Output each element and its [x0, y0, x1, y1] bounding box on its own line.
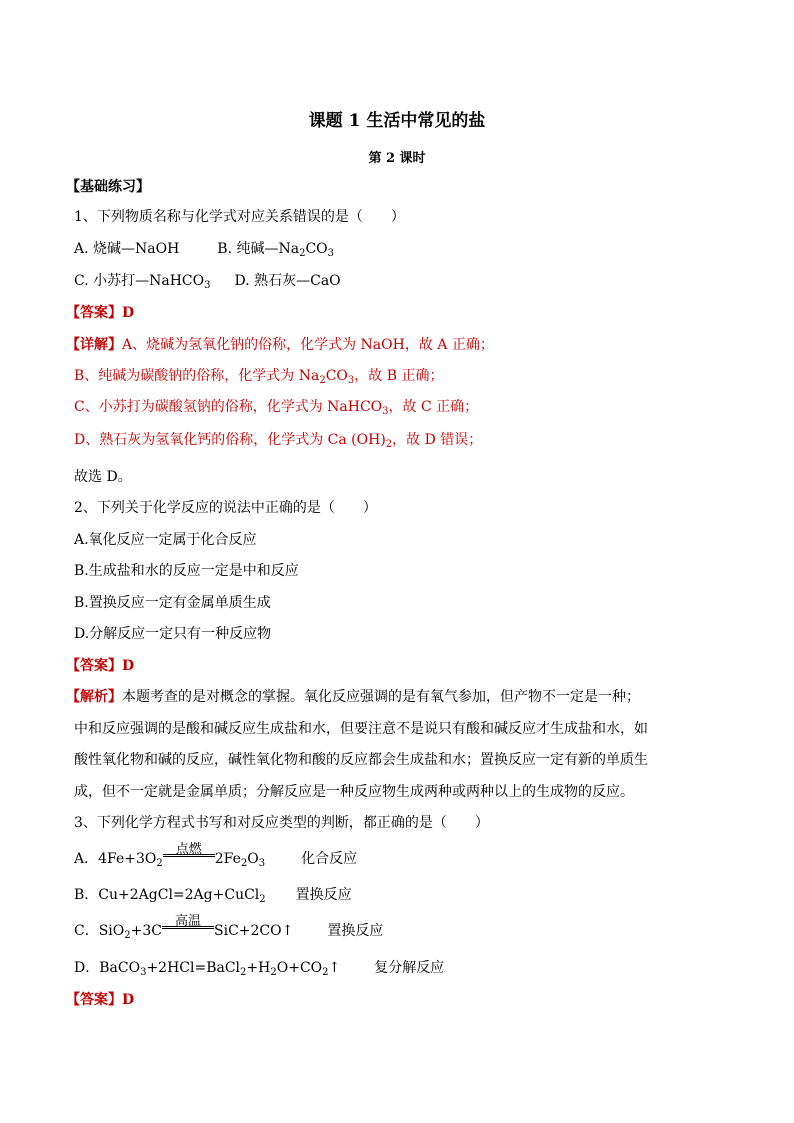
q2-analysis-3: 酸性氧化物和碱的反应，碱性氧化物和酸的反应都会生成盐和水；置换反应一定有新的单质生 [74, 752, 648, 768]
q1-conclusion: 故选 D。 [74, 469, 132, 485]
q3-answer: 【答案】D [66, 992, 135, 1008]
q3-option-b: B．Cu+2AgCl=2Ag+CuCl$_2$ 置换反应 [74, 887, 352, 905]
q3-option-a: A．$4Fe+3O_2$ 点燃 $2Fe_2O_3$ 化合反应 [74, 842, 358, 869]
reaction-arrow-ignite: 点燃 [163, 850, 215, 864]
page-title: 课题 1 生活中常见的盐 [308, 111, 486, 131]
q2-option-a: A.氧化反应一定属于化合反应 [74, 532, 257, 548]
q3-option-c: C．SiO$_2$+3C 高温 SiC+2CO↑ 置换反应 [74, 914, 384, 941]
q2-analysis-4: 成，但不一定就是金属单质；分解反应是一种反应物生成两种或两种以上的生成物的反应。 [74, 784, 634, 800]
q3-option-a-type: 化合反应 [301, 851, 358, 867]
reaction-arrow-high-temp: 高温 [162, 922, 214, 936]
q1-detail-c: C、小苏打为碳酸氢钠的俗称，化学式为 NaHCO$_3$，故 C 正确； [74, 399, 479, 417]
page-subtitle: 第 2 课时 [368, 151, 426, 166]
q1-detail-d: D、熟石灰为氢氧化钙的俗称，化学式为 Ca $(OH)_2$，故 D 错误； [74, 432, 483, 450]
q1-option-a: A. 烧碱—NaOH [74, 241, 180, 257]
q1-option-d: D. 熟石灰—CaO [234, 273, 341, 289]
q3-option-b-type: 置换反应 [295, 887, 352, 903]
q2-analysis-1: 【解析】本题考查的是对概念的掌握。氧化反应强调的是有氧气参加，但产物不一定是一种； [66, 689, 640, 705]
q1-option-b: B. 纯碱$—Na_2CO_3$ [217, 241, 335, 259]
q2-stem: 2、下列关于化学反应的说法中正确的是（ ） [74, 500, 377, 516]
q2-analysis-2: 中和反应强调的是酸和碱反应生成盐和水，但要注意不是说只有酸和碱反应才生成盐和水，如 [74, 721, 648, 737]
q3-option-d: D．$BaCO_3+2HCl=BaCl_2+H_2O+CO_2↑$ 复分解反应 [74, 960, 445, 978]
q1-options-cd [74, 270, 341, 290]
q1-option-c: C. 小苏打—NaHCO$_3$ [74, 273, 211, 291]
q1-detail-a: 【详解】A、烧碱为氢氧化钠的俗称，化学式为 NaOH，故 A 正确； [66, 337, 494, 353]
q2-option-b: B.生成盐和水的反应一定是中和反应 [74, 563, 299, 579]
q3-option-c-type: 置换反应 [327, 923, 384, 939]
section-label: 【基础练习】 [66, 179, 150, 195]
q1-stem: 1、下列物质名称与化学式对应关系错误的是（ ） [74, 209, 405, 225]
q2-option-c: B.置换反应一定有金属单质生成 [74, 595, 271, 611]
q1-answer: 【答案】D [66, 305, 135, 321]
q1-detail-b: B、纯碱为碳酸钠的俗称，化学式为 $Na_2CO_3$，故 B 正确； [74, 368, 444, 386]
q2-answer: 【答案】D [66, 658, 135, 674]
q2-option-d: D.分解反应一定只有一种反应物 [74, 626, 272, 642]
q3-option-d-type: 复分解反应 [374, 960, 445, 976]
q3-stem: 3、下列化学方程式书写和对反应类型的判断，都正确的是（ ） [74, 815, 489, 831]
q1-options-ab [74, 238, 334, 258]
